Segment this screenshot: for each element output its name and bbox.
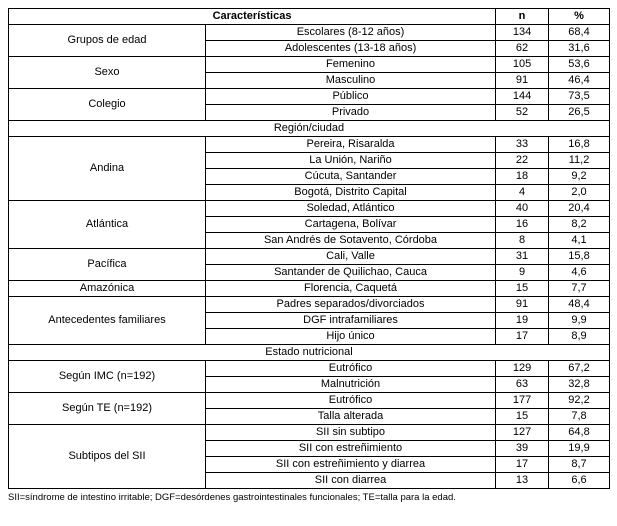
n-value-cell: 144 xyxy=(496,89,549,105)
pct-value-cell: 68,4 xyxy=(549,25,610,41)
n-value-cell: 63 xyxy=(496,377,549,393)
n-value-cell: 16 xyxy=(496,217,549,233)
category-cell: Grupos de edad xyxy=(9,25,206,57)
column-header-pct: % xyxy=(549,9,610,25)
subcategory-cell: Cúcuta, Santander xyxy=(206,169,496,185)
subcategory-cell: SII con diarrea xyxy=(206,473,496,489)
pct-value-cell: 8,2 xyxy=(549,217,610,233)
pct-value-cell: 7,7 xyxy=(549,281,610,297)
pct-value-cell: 46,4 xyxy=(549,73,610,89)
n-value-cell: 129 xyxy=(496,361,549,377)
subcategory-cell: Padres separados/divorciados xyxy=(206,297,496,313)
pct-value-cell: 73,5 xyxy=(549,89,610,105)
subcategory-cell: Bogotá, Distrito Capital xyxy=(206,185,496,201)
table-row xyxy=(9,89,610,105)
pct-value-cell: 32,8 xyxy=(549,377,610,393)
pct-value-cell: 92,2 xyxy=(549,393,610,409)
section-row xyxy=(9,345,610,361)
subcategory-cell: Eutrófico xyxy=(206,393,496,409)
category-cell: Según TE (n=192) xyxy=(9,393,206,425)
pct-value-cell: 15,8 xyxy=(549,249,610,265)
n-value-cell: 91 xyxy=(496,73,549,89)
header-row xyxy=(9,9,610,25)
category-cell: Andina xyxy=(9,137,206,201)
category-cell: Amazónica xyxy=(9,281,206,297)
table-header xyxy=(9,9,610,25)
pct-value-cell: 8,9 xyxy=(549,329,610,345)
subcategory-cell: Hijo único xyxy=(206,329,496,345)
subcategory-cell: Masculino xyxy=(206,73,496,89)
n-value-cell: 19 xyxy=(496,313,549,329)
subcategory-cell: SII sin subtipo xyxy=(206,425,496,441)
subcategory-cell: Público xyxy=(206,89,496,105)
n-value-cell: 31 xyxy=(496,249,549,265)
pct-value-cell: 20,4 xyxy=(549,201,610,217)
subcategory-cell: Femenino xyxy=(206,57,496,73)
category-cell: Antecedentes familiares xyxy=(9,297,206,345)
n-value-cell: 22 xyxy=(496,153,549,169)
n-value-cell: 9 xyxy=(496,265,549,281)
pct-value-cell: 8,7 xyxy=(549,457,610,473)
subcategory-cell: Malnutrición xyxy=(206,377,496,393)
subcategory-cell: Florencia, Caquetá xyxy=(206,281,496,297)
table-row xyxy=(9,281,610,297)
n-value-cell: 91 xyxy=(496,297,549,313)
subcategory-cell: DGF intrafamiliares xyxy=(206,313,496,329)
n-value-cell: 4 xyxy=(496,185,549,201)
n-value-cell: 13 xyxy=(496,473,549,489)
subcategory-cell: Cartagena, Bolívar xyxy=(206,217,496,233)
subcategory-cell: Adolescentes (13-18 años) xyxy=(206,41,496,57)
pct-value-cell: 19,9 xyxy=(549,441,610,457)
subcategory-cell: La Unión, Nariño xyxy=(206,153,496,169)
table-row xyxy=(9,393,610,409)
n-value-cell: 134 xyxy=(496,25,549,41)
category-cell: Colegio xyxy=(9,89,206,121)
category-cell: Según IMC (n=192) xyxy=(9,361,206,393)
n-value-cell: 52 xyxy=(496,105,549,121)
n-value-cell: 8 xyxy=(496,233,549,249)
pct-value-cell: 67,2 xyxy=(549,361,610,377)
pct-value-cell: 11,2 xyxy=(549,153,610,169)
pct-value-cell: 53,6 xyxy=(549,57,610,73)
table-row xyxy=(9,425,610,441)
subcategory-cell: Pereira, Risaralda xyxy=(206,137,496,153)
subcategory-cell: Talla alterada xyxy=(206,409,496,425)
table-row xyxy=(9,25,610,41)
n-value-cell: 33 xyxy=(496,137,549,153)
table-row xyxy=(9,201,610,217)
table-body xyxy=(9,25,610,489)
n-value-cell: 17 xyxy=(496,457,549,473)
subcategory-cell: Santander de Quilichao, Cauca xyxy=(206,265,496,281)
n-value-cell: 177 xyxy=(496,393,549,409)
table-row xyxy=(9,249,610,265)
n-value-cell: 18 xyxy=(496,169,549,185)
pct-value-cell: 31,6 xyxy=(549,41,610,57)
subcategory-cell: Privado xyxy=(206,105,496,121)
pct-value-cell: 48,4 xyxy=(549,297,610,313)
category-cell: Subtipos del SII xyxy=(9,425,206,489)
characteristics-table xyxy=(8,8,610,489)
subcategory-cell: SII con estreñimiento y diarrea xyxy=(206,457,496,473)
category-cell: Pacífica xyxy=(9,249,206,281)
column-header-n: n xyxy=(496,9,549,25)
section-label: Estado nutricional xyxy=(9,345,610,361)
pct-value-cell: 26,5 xyxy=(549,105,610,121)
pct-value-cell: 16,8 xyxy=(549,137,610,153)
subcategory-cell: SII con estreñimiento xyxy=(206,441,496,457)
section-label: Región/ciudad xyxy=(9,121,610,137)
n-value-cell: 15 xyxy=(496,281,549,297)
section-row xyxy=(9,121,610,137)
category-cell: Atlántica xyxy=(9,201,206,249)
column-header-caracteristicas: Características xyxy=(9,9,496,25)
n-value-cell: 40 xyxy=(496,201,549,217)
n-value-cell: 39 xyxy=(496,441,549,457)
n-value-cell: 62 xyxy=(496,41,549,57)
n-value-cell: 127 xyxy=(496,425,549,441)
subcategory-cell: Soledad, Atlántico xyxy=(206,201,496,217)
table-row xyxy=(9,137,610,153)
pct-value-cell: 2,0 xyxy=(549,185,610,201)
pct-value-cell: 4,6 xyxy=(549,265,610,281)
footnote: SII=síndrome de intestino irritable; DGF=desórdenes gastrointestinales funcionales; TE=talla para la edad. xyxy=(8,492,456,503)
category-cell: Sexo xyxy=(9,57,206,89)
subcategory-cell: Eutrófico xyxy=(206,361,496,377)
table-row xyxy=(9,57,610,73)
table-row xyxy=(9,297,610,313)
pct-value-cell: 7,8 xyxy=(549,409,610,425)
pct-value-cell: 64,8 xyxy=(549,425,610,441)
pct-value-cell: 6,6 xyxy=(549,473,610,489)
n-value-cell: 15 xyxy=(496,409,549,425)
subcategory-cell: Cali, Valle xyxy=(206,249,496,265)
n-value-cell: 17 xyxy=(496,329,549,345)
table-row xyxy=(9,361,610,377)
subcategory-cell: San Andrés de Sotavento, Córdoba xyxy=(206,233,496,249)
pct-value-cell: 9,9 xyxy=(549,313,610,329)
subcategory-cell: Escolares (8-12 años) xyxy=(206,25,496,41)
pct-value-cell: 9,2 xyxy=(549,169,610,185)
pct-value-cell: 4,1 xyxy=(549,233,610,249)
n-value-cell: 105 xyxy=(496,57,549,73)
